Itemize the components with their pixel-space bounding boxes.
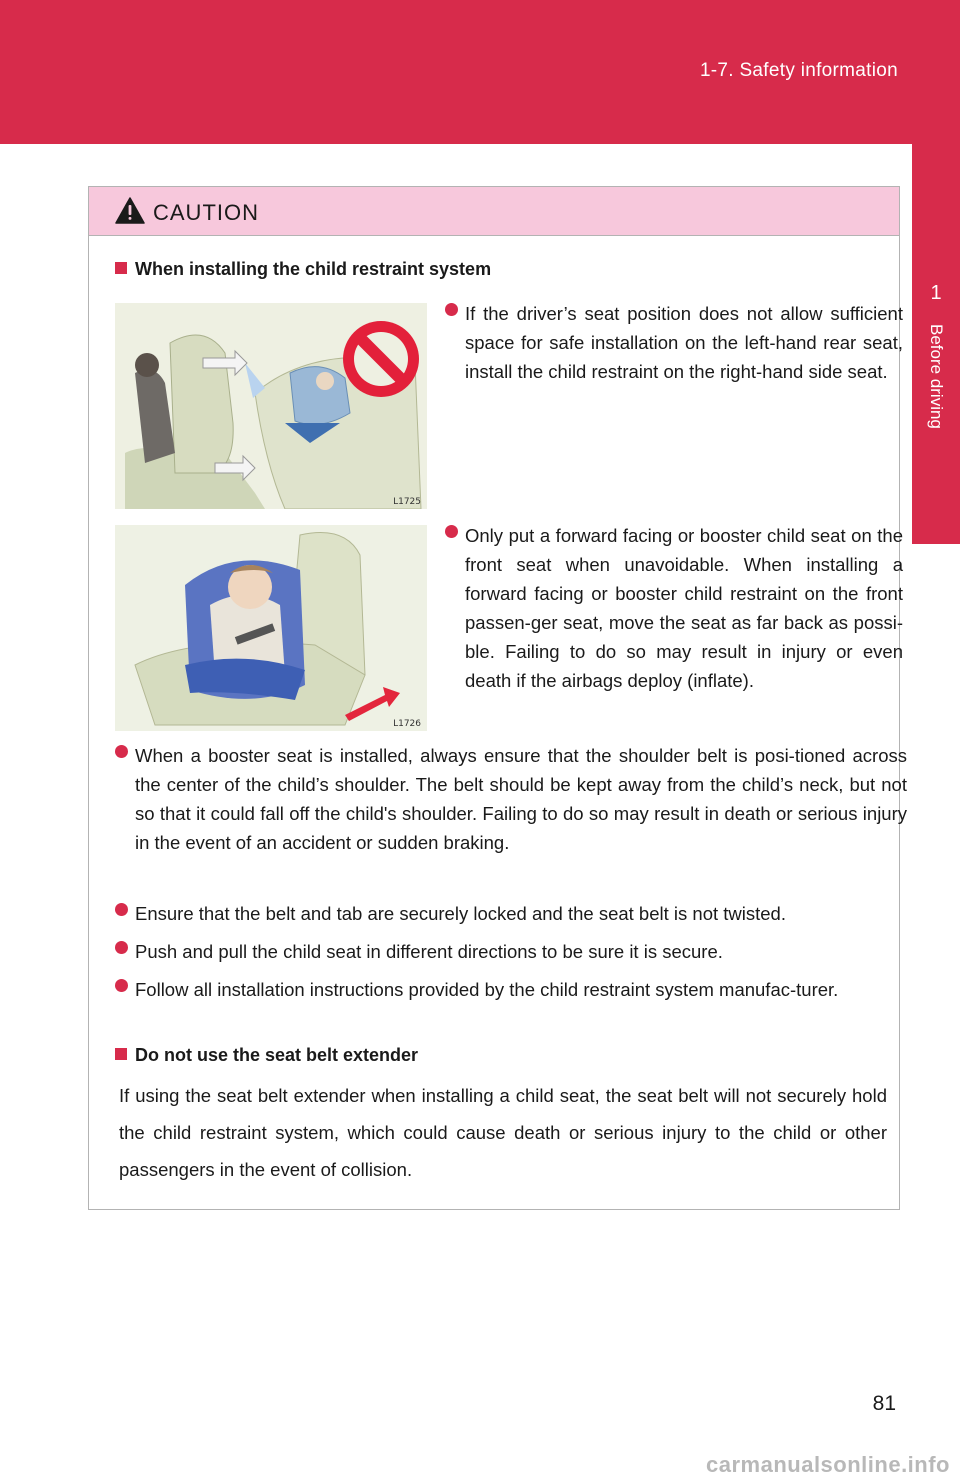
caution-title: CAUTION — [153, 200, 259, 225]
bullet-item: Only put a forward facing or booster child seat on the front seat when unavoidable. When installing a forward facing or booster child restraint on the front passen-ger seat, move the seat as far back as possi-ble. Failing to do so may result in injury or even death if the airbags deploy (inflate). — [445, 521, 903, 695]
bullet-dot-icon — [445, 525, 458, 538]
extender-warning-text: If using the seat belt extender when installing a child seat, the seat belt will not securely hold the child restraint system, which could cause death or serious injury to the child or other passengers in the event of collision. — [119, 1085, 887, 1180]
image-code: L1725 — [393, 497, 421, 507]
section-heading-extender: Do not use the seat belt extender — [115, 1045, 418, 1066]
section-heading-installing: When installing the child restraint system — [115, 259, 491, 280]
bullet-dot-icon — [115, 979, 128, 992]
bullet-dot-icon — [115, 903, 128, 916]
caution-box — [88, 186, 907, 1210]
image-code: L1726 — [393, 719, 421, 729]
watermark: carmanualsonline.info — [706, 1452, 950, 1477]
bullet-item: Follow all installation instructions provided by the child restraint system manufac-turer. — [115, 975, 907, 1004]
section-title: 1-7. Safety information — [699, 60, 898, 81]
bullet-dot-icon — [115, 745, 128, 758]
seat-space-illustration — [115, 303, 427, 509]
square-bullet-icon — [115, 262, 127, 274]
chapter-label: Before driving — [927, 324, 946, 429]
caution-header — [89, 187, 899, 236]
bullet-dot-icon — [115, 941, 128, 954]
bullet-item: Ensure that the belt and tab are securely locked and the seat belt is not twisted. — [115, 899, 907, 928]
square-bullet-icon — [115, 1048, 127, 1060]
bullet-item: If the driver’s seat position does not allow sufficient space for safe installation on the left-hand rear seat, install the child restraint on the right-hand side seat. — [445, 299, 903, 386]
bullet-dot-icon — [445, 303, 458, 316]
booster-seat-illustration — [115, 525, 427, 731]
chapter-number: 1 — [930, 282, 942, 304]
illustration-booster-seat-front — [115, 525, 427, 731]
illustration-rear-seat-installation — [115, 303, 427, 509]
header-band — [0, 0, 960, 144]
bullet-item: Push and pull the child seat in different directions to be sure it is secure. — [115, 937, 907, 966]
bullet-item: When a booster seat is installed, always ensure that the shoulder belt is posi-tioned across the center of the child’s shoulder. The belt should be kept away from the child’s neck, but not so that it could fall off the child's shoulder. Failing to do so may result in death or serious injury in the event of an accident or sudden braking. — [115, 741, 907, 857]
chapter-side-tab — [912, 144, 960, 544]
warning-triangle-icon — [115, 197, 145, 224]
page-number: 81 — [872, 1392, 896, 1415]
